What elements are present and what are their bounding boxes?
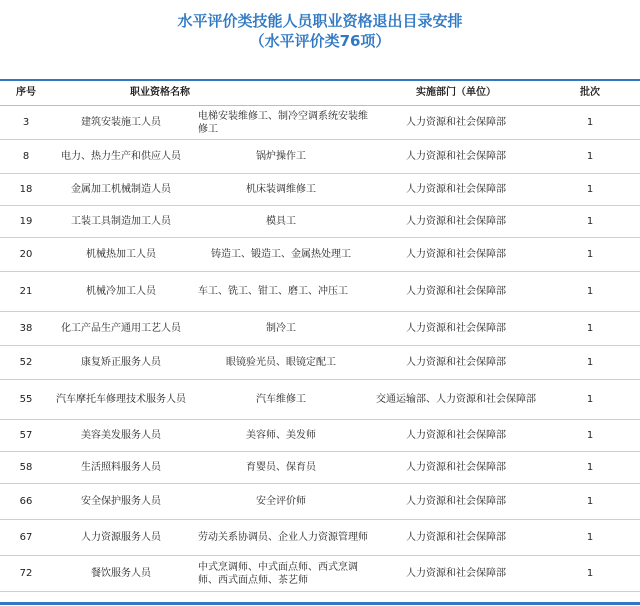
cell-dept: 人力资源和社会保障部: [406, 216, 506, 227]
cell-occupation: 育婴员、保育员: [246, 462, 316, 473]
cell-occupation: 中式烹调师、中式面点师、西式烹调师、西式面点师、茶艺师: [198, 561, 358, 586]
cell-occupation: 电梯安装维修工、制冷空调系统安装维修工: [198, 110, 368, 135]
document-title: 水平评价类技能人员职业资格退出目录安排: [177, 12, 463, 30]
cell-batch: 1: [586, 532, 594, 543]
cell-seq: 38: [19, 323, 33, 334]
cell-seq: 67: [19, 532, 33, 543]
cell-seq: 3: [22, 117, 30, 128]
cell-category: 人力资源服务人员: [81, 532, 161, 543]
cell-batch: 1: [586, 151, 594, 162]
cell-dept: 人力资源和社会保障部: [406, 430, 506, 441]
cell-seq: 58: [19, 462, 33, 473]
cell-dept: 人力资源和社会保障部: [406, 323, 506, 334]
cell-batch: 1: [586, 117, 594, 128]
cell-occupation: 机床装调维修工: [246, 184, 316, 195]
table-body: [0, 106, 640, 592]
cell-occupation: 美容师、美发师: [246, 430, 316, 441]
table-row: [0, 272, 640, 312]
cell-category: 餐饮服务人员: [91, 568, 151, 579]
cell-category: 汽车摩托车修理技术服务人员: [56, 394, 186, 405]
table-row: [0, 452, 640, 484]
cell-batch: 1: [586, 462, 594, 473]
cell-batch: 1: [586, 568, 594, 579]
cell-category: 金属加工机械制造人员: [71, 184, 171, 195]
cell-seq: 20: [19, 249, 33, 260]
cell-seq: 52: [19, 357, 33, 368]
cell-occupation: 眼镜验光员、眼镜定配工: [226, 357, 336, 368]
cell-dept: 人力资源和社会保障部: [406, 462, 506, 473]
cell-occupation: 锅炉操作工: [256, 151, 306, 162]
cell-occupation: 劳动关系协调员、企业人力资源管理师: [198, 532, 368, 543]
cell-dept: 人力资源和社会保障部: [406, 568, 506, 579]
cell-category: 化工产品生产通用工艺人员: [61, 323, 181, 334]
table-row: [0, 106, 640, 140]
cell-seq: 66: [19, 496, 33, 507]
cell-occupation: 铸造工、锻造工、金属热处理工: [211, 249, 351, 260]
cell-dept: 人力资源和社会保障部: [406, 357, 506, 368]
table-row: [0, 312, 640, 346]
cell-category: 安全保护服务人员: [81, 496, 161, 507]
header-seq: 序号: [16, 87, 36, 98]
table-bottom-rule: [0, 602, 640, 605]
table-row: [0, 420, 640, 452]
cell-batch: 1: [586, 430, 594, 441]
cell-batch: 1: [586, 323, 594, 334]
cell-dept: 交通运输部、人力资源和社会保障部: [376, 394, 536, 405]
table-row: [0, 206, 640, 238]
cell-seq: 55: [19, 394, 33, 405]
cell-category: 康复矫正服务人员: [81, 357, 161, 368]
cell-category: 美容美发服务人员: [81, 430, 161, 441]
cell-dept: 人力资源和社会保障部: [406, 117, 506, 128]
cell-batch: 1: [586, 357, 594, 368]
table-row: [0, 174, 640, 206]
header-name: 职业资格名称: [130, 87, 190, 98]
cell-seq: 19: [19, 216, 33, 227]
cell-dept: 人力资源和社会保障部: [406, 496, 506, 507]
cell-category: 机械冷加工人员: [86, 286, 156, 297]
cell-dept: 人力资源和社会保障部: [406, 249, 506, 260]
cell-occupation: 制冷工: [266, 323, 296, 334]
table-row: [0, 484, 640, 520]
cell-seq: 21: [19, 286, 33, 297]
cell-dept: 人力资源和社会保障部: [406, 286, 506, 297]
cell-batch: 1: [586, 249, 594, 260]
cell-dept: 人力资源和社会保障部: [406, 151, 506, 162]
cell-occupation: 模具工: [266, 216, 296, 227]
header-batch: 批次: [580, 87, 600, 98]
table-row: [0, 380, 640, 420]
cell-category: 生活照料服务人员: [81, 462, 161, 473]
cell-batch: 1: [586, 286, 594, 297]
cell-seq: 18: [19, 184, 33, 195]
cell-batch: 1: [586, 216, 594, 227]
table-header: [0, 80, 640, 106]
cell-dept: 人力资源和社会保障部: [406, 184, 506, 195]
cell-batch: 1: [586, 496, 594, 507]
cell-category: 工装工具制造加工人员: [71, 216, 171, 227]
qualification-table: [0, 80, 640, 592]
cell-occupation: 车工、铣工、钳工、磨工、冲压工: [198, 286, 348, 297]
cell-batch: 1: [586, 184, 594, 195]
cell-category: 机械热加工人员: [86, 249, 156, 260]
cell-batch: 1: [586, 394, 594, 405]
header-dept: 实施部门（单位）: [416, 87, 496, 98]
table-row: [0, 556, 640, 592]
table-row: [0, 238, 640, 272]
table-row: [0, 346, 640, 380]
cell-category: 电力、热力生产和供应人员: [61, 151, 181, 162]
cell-seq: 57: [19, 430, 33, 441]
cell-category: 建筑安装施工人员: [81, 117, 161, 128]
table-row: [0, 140, 640, 174]
cell-dept: 人力资源和社会保障部: [406, 532, 506, 543]
table-row: [0, 520, 640, 556]
document-subtitle: （水平评价类76项）: [249, 32, 391, 50]
cell-seq: 72: [19, 568, 33, 579]
title-block: [0, 0, 640, 56]
cell-seq: 8: [22, 151, 30, 162]
cell-occupation: 安全评价师: [256, 496, 306, 507]
cell-occupation: 汽车维修工: [256, 394, 306, 405]
